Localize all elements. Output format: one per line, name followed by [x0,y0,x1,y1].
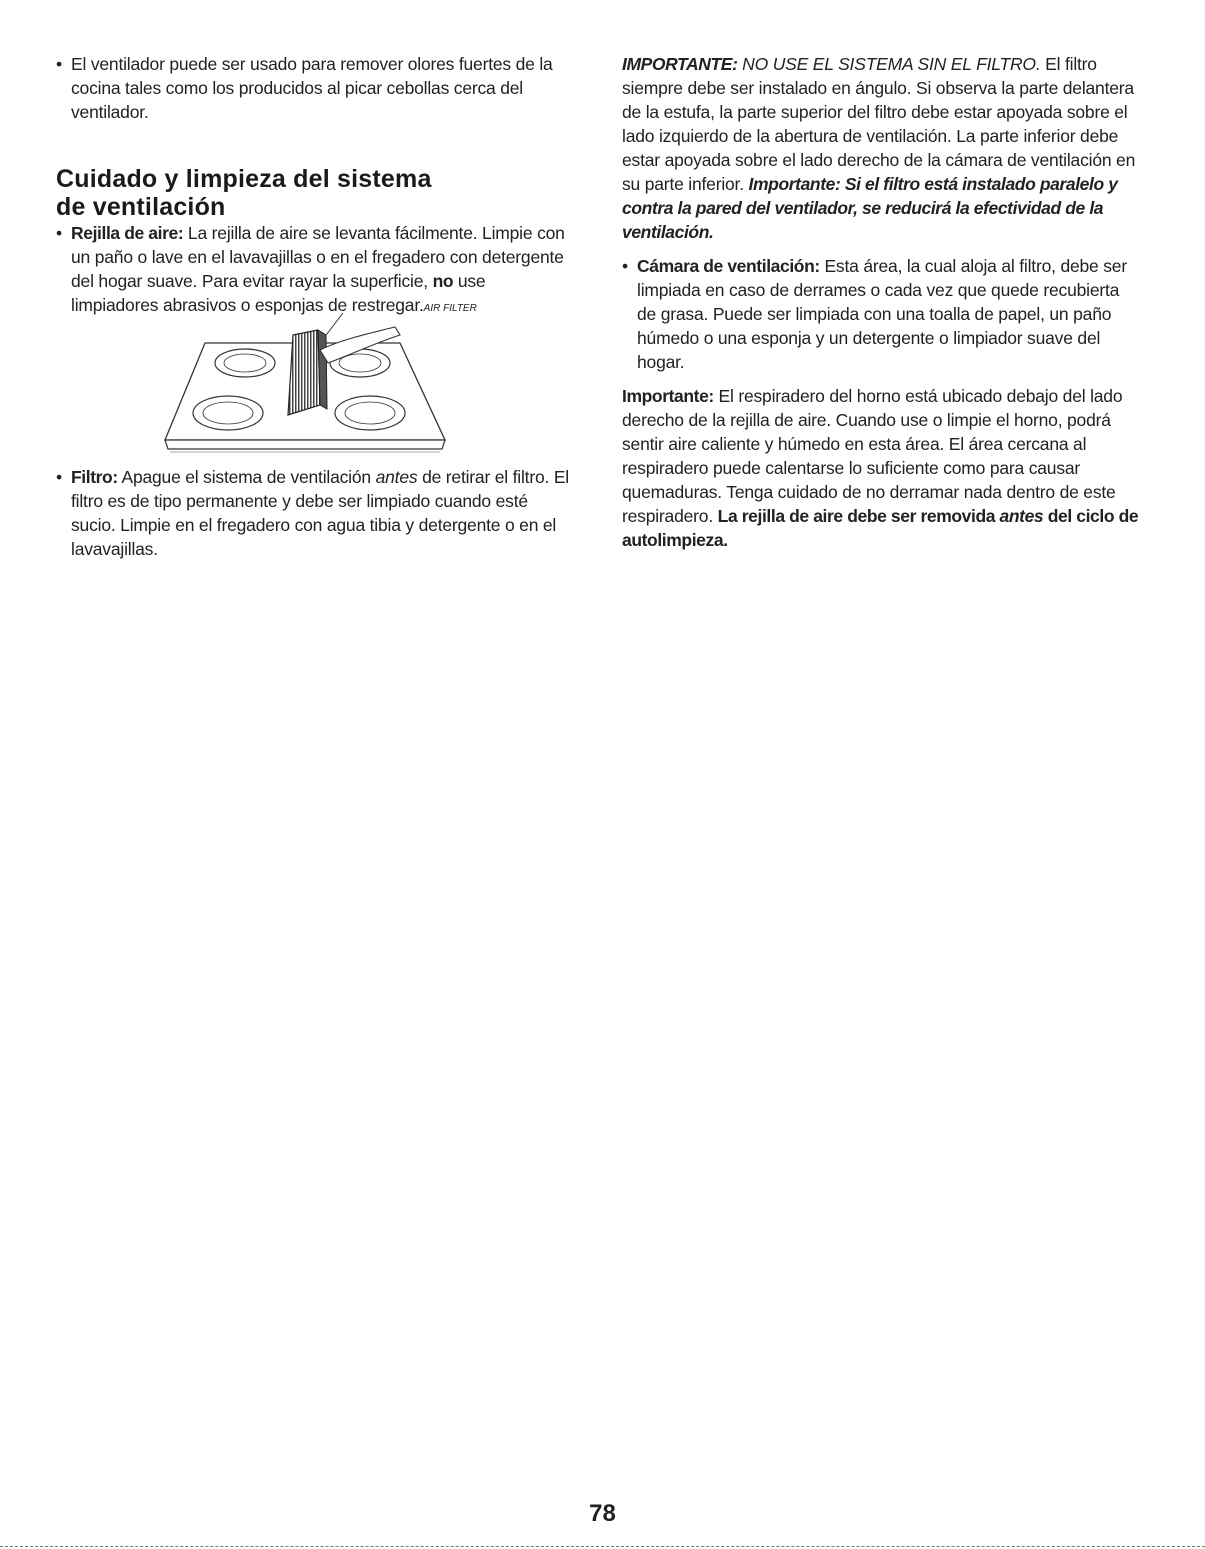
importante-label: IMPORTANTE: [622,54,738,74]
importante2-antes: antes [999,506,1044,526]
left-column [56,52,576,124]
bullet: • [622,256,628,276]
bullet: • [56,223,62,243]
rejilla-text-1: La rejilla de aire se levanta fácilmente. Limpie con un paño o lave en el lavavajillas o en el fregadero con detergente del hogar suave. Para evitar rayar la superficie, [71,223,565,291]
rejilla-no: no [432,271,454,291]
filtro-paragraph [56,465,576,561]
page-number: 78 [589,1500,616,1527]
rejilla-text-2: use limpiadores abrasivos o esponjas de restregar. [71,271,486,315]
cooktop-filter-illustration [160,305,450,465]
bottom-rule [0,1546,1205,1547]
importante-text: El filtro siempre debe ser instalado en ángulo. Si observa la parte delantera de la estufa, la parte superior del filtro debe estar apoyada sobre el lado izquierdo de la abertura de ventilación. La parte inferior debe estar apoyada sobre el lado derecho de la cámara de ventilación en su parte inferior. [622,54,1136,194]
heading-line-2: de ventilación [56,193,226,221]
bullet: • [56,467,62,487]
importante2-text: El respiradero del horno está ubicado debajo del lado derecho de la rejilla de aire. Cuando use o limpie el horno, podrá sentir aire caliente y húmedo en esta área. El área cercana al respiradero puede calentarse lo suficiente como para causar quemaduras. Tenga cuidado de no derramar nada dentro de este respiradero. [622,386,1123,526]
camara-paragraph [622,254,1142,374]
camara-text: Esta área, la cual aloja al filtro, debe ser limpiada en caso de derrames o cada vez que quede recubierta de grasa. Puede ser limpiada con una toalla de papel, un paño húmedo o una esponja y un detergente o limpiador suave del hogar. [637,256,1127,372]
intro-paragraph [56,52,576,124]
importante-italic: NO USE EL SISTEMA SIN EL FILTRO. [737,54,1041,74]
importante2-paragraph [622,384,1142,552]
filtro-text-1: Apague el sistema de ventilación [117,467,376,487]
filtro-text-2: de retirar el filtro. El filtro es de tipo permanente y debe ser limpiado cuando esté sucio. Limpie en el fregadero con agua tibia y detergente o en el lavavajillas. [71,467,569,559]
filtro-antes: antes [375,467,418,487]
right-column [622,52,1142,552]
section-heading [56,165,576,321]
importante2-bold-1: La rejilla de aire debe ser removida [717,506,1000,526]
bullet: • [56,54,62,74]
camara-label: Cámara de ventilación: [637,256,820,276]
figure-label: AIR FILTER [423,303,477,314]
importante-paragraph [622,52,1142,244]
intro-text: El ventilador puede ser usado para remover olores fuertes de la cocina tales como los producidos al picar cebollas cerca del ventilador. [71,54,553,122]
importante2-label: Importante: [622,386,714,406]
importante-bold-italic: Importante: Si el filtro está instalado paralelo y contra la pared del ventilador, se reducirá la efectividad de la ventilación. [622,174,1118,242]
filtro-label: Filtro: [71,467,118,487]
rejilla-label: Rejilla de aire: [71,223,184,243]
heading-line-1: Cuidado y limpieza del sistema [56,165,432,193]
importante2-bold-2: del ciclo de autolimpieza. [622,506,1139,550]
filtro-block [56,465,576,561]
